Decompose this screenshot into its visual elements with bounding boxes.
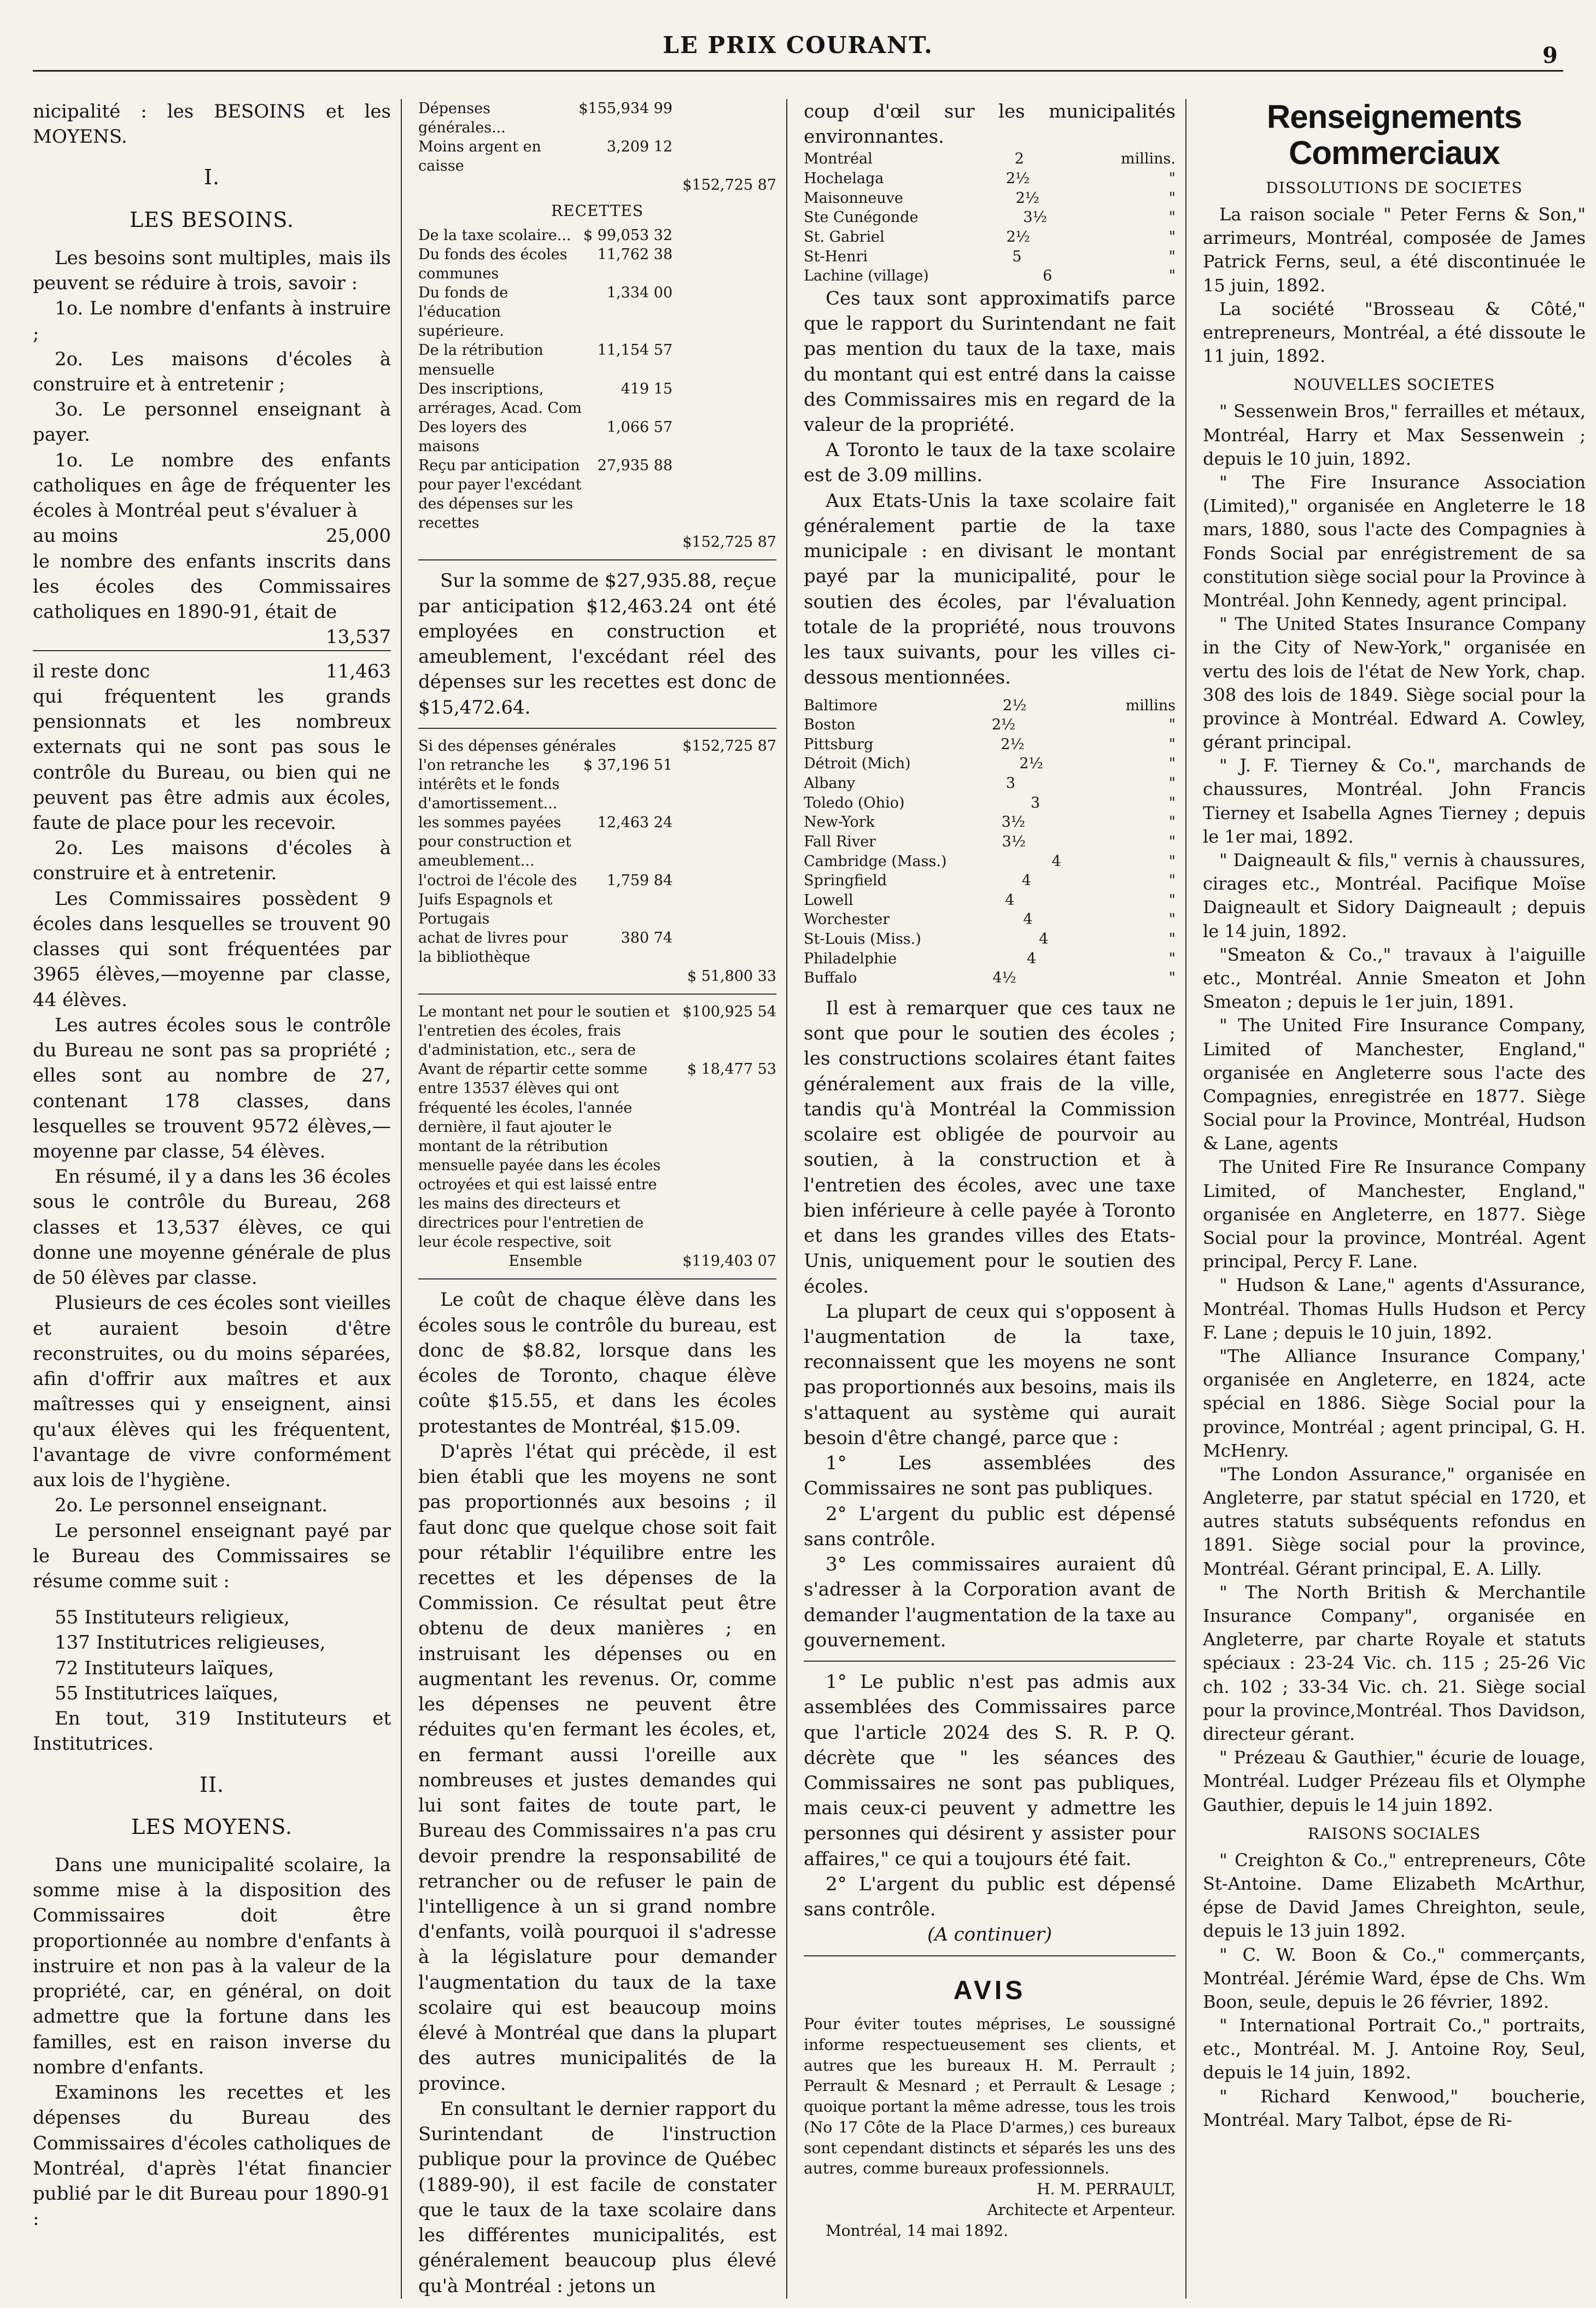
rate-unit: ": [1168, 228, 1176, 246]
recettes-heading: RECETTES: [551, 202, 644, 220]
city-name: Lachine (village): [804, 267, 929, 285]
rate-unit: ": [1168, 911, 1176, 928]
paragraph: Examinons les recettes et les dépenses du Bureau des Commissaires d'écoles catholiques de Montréal, d'après l'état financier publié par le dit Bureau pour 1890-91 :: [33, 2082, 391, 2230]
notice-entry: " The Fire Insurance Association (Limited)," organisée en Angleterre le 18 mars, 1880, sous l'acte des Compagnies à Fonds Social par enrégistrement de sa constitution siège social pour la Province à Montréal. John Kennedy, agent principal.: [1203, 472, 1586, 611]
rate-value: 2½: [1001, 735, 1025, 753]
rates-table-us: [804, 696, 1176, 988]
city-name: Ste Cunégonde: [804, 209, 919, 226]
deduction-label: l'on retranche les intérêts et le fonds d'amortissement...: [418, 756, 560, 813]
inscrits-text: le nombre des enfants inscrits dans les écoles des Commissaires catholiques en 1890-91, était de: [33, 550, 391, 623]
rate-unit: ": [1168, 950, 1176, 967]
recette-amount: 11,762 38: [597, 246, 673, 263]
rate-unit: millins: [1125, 697, 1176, 714]
city-name: Fall River: [804, 833, 876, 850]
fin-total: $152,725 87: [682, 177, 776, 194]
spacer: [678, 226, 776, 245]
notice-entry: " Sessenwein Bros," ferrailles et métaux, Montréal, Harry et Max Sessenwein ; depuis le 10 juin, 1892.: [1203, 401, 1586, 469]
recette-label: Des inscriptions, arrérages, Acad. Com: [418, 380, 582, 417]
fin-row: [418, 737, 776, 756]
deductions-total: $ 51,800 33: [687, 967, 776, 985]
paragraph: qui fréquentent les grands pensionnats et les nombreux externats qui ne sont pas sous le contrôle du Bureau, ou bien qui ne peuvent pas être admis aux écoles, faute de place pour les recevoir.: [33, 685, 391, 834]
city-name: Baltimore: [804, 697, 878, 714]
notice-entry: The United Fire Re Insurance Company Limited, of Manchester, England," organisée en Angleterre, en 1877. Siège Social pour la province, Montréal. Agent principal, Percy F. Lane.: [1203, 1156, 1586, 1272]
recette-row: [418, 245, 776, 283]
rate-unit: ": [1168, 716, 1176, 734]
rate-row: [804, 910, 1176, 930]
notice-entry: " C. W. Boon & Co.," commerçants, Montréal. Jérémie Ward, épse de Chs. Wm Boon, seule, depuis le 26 février, 1892.: [1203, 1944, 1586, 2012]
rate-value: 3½: [1023, 209, 1047, 226]
fin-row: [418, 1252, 776, 1271]
staff-line: 55 Institutrices laïques,: [55, 1682, 279, 1704]
recette-amount: 11,154 57: [597, 342, 673, 359]
deduction-label: achat de livres pour la bibliothèque: [418, 929, 568, 966]
rate-value: 5: [1012, 248, 1022, 265]
list-item: 2o. Les maisons d'écoles à construire et à entretenir ;: [33, 348, 391, 395]
au-moins-row: [33, 523, 391, 548]
paragraph: Le coût de chaque élève dans les écoles sous le contrôle du bureau, est donc de $8.82, lorsque dans les écoles de Toronto, chaque élève coûte $15.55, et dans les écoles protestantes de Montréal, $15.09.: [418, 1289, 776, 1438]
spacer: [678, 756, 776, 813]
deduction-row: [418, 813, 776, 870]
avis-signature-name: H. M. PERRAULT,: [1037, 2180, 1176, 2199]
deduction-amount: 1,759 84: [606, 872, 673, 889]
au-moins-label: au moins: [33, 525, 118, 547]
rate-unit: ": [1168, 170, 1176, 188]
rate-unit: ": [1168, 775, 1176, 792]
city-name: New-York: [804, 814, 875, 831]
reste-value: 11,463: [326, 660, 391, 682]
paragraph: 2o. Le personnel enseignant.: [55, 1494, 328, 1517]
paragraph: coup d'œil sur les municipalités environnantes.: [804, 101, 1176, 148]
rate-unit: ": [1168, 755, 1176, 773]
fin-total: $119,403 07: [682, 1253, 776, 1270]
raisons-heading: RAISONS SOCIALES: [1307, 1824, 1481, 1843]
paragraph: D'après l'état qui précède, il est bien établi que les moyens ne sont pas proportionnés aux besoins ; il faut donc que quelque chose soit fait pour rétablir l'équilibre entre les recettes et les dépenses de la Commission. Ce résultat peut être obtenu de deux manières ; en instruisant les dépenses ou en augmentant les revenus. Or, comme les dépenses ne peuvent être réduites qu'en fermant les écoles, et, en fermant aussi l'oreille aux nombreuses et justes demandes qui lui sont faites de toute part, le Bureau des Commissaires n'a pas cru devoir prendre la responsabilité de retrancher ou de refuser le pain de l'intelligence à un si grand nombre d'enfants, voilà pourquoi il s'adresse à la législature pour demander l'augmentation du taux de la taxe scolaire qui est beaucoup moins élevé à Montréal que dans la plupart des autres municipalités de la province.: [418, 1440, 776, 2095]
staff-line: 137 Institutrices religieuses,: [55, 1632, 326, 1654]
column-4: [1203, 99, 1586, 2299]
recette-row: [418, 341, 776, 379]
recette-label: De la taxe scolaire...: [418, 226, 571, 244]
fin-label: Avant de répartir cette somme entre 13537 élèves qui ont fréquenté les écoles, l'année dernière, il faut ajouter le montant de la rétribution mensuelle payée dans les écoles octroyées et qui est laissé entre les mains des directeurs et directrices pour l'entretien de leur école respective, soit: [418, 1061, 661, 1251]
recette-amount: 419 15: [621, 380, 673, 398]
notice-entry: " The North British & Merchantile Insurance Company", organisée en Angleterre, par charte Royale et statuts spéciaux : 23-24 Vic. ch. 115 ; 25-26 Vic ch. 102 ; 33-34 Vic. ch. 21. Siège social pour la province,Montréal. Thos Davidson, directeur gérant.: [1203, 1581, 1586, 1744]
rate-value: 4: [1021, 872, 1031, 890]
rate-value: 4½: [992, 969, 1016, 987]
paragraph: Le personnel enseignant payé par le Bureau des Commissaires se résume comme suit :: [33, 1520, 391, 1592]
au-moins-value: 25,000: [326, 525, 391, 547]
city-name: Pittsburg: [804, 735, 874, 753]
masthead: [33, 32, 1563, 72]
list-item: 3o. Le personnel enseignant à payer.: [33, 399, 391, 446]
paragraph: Les Commissaires possèdent 9 écoles dans lesquelles se trouvent 90 classes qui sont fréquentées par 3965 élèves,—moyenne par classe, 44 élèves.: [33, 887, 391, 1011]
article-columns: [33, 99, 1586, 2299]
rate-unit: ": [1168, 814, 1176, 831]
recette-amount: $ 99,053 32: [583, 226, 673, 244]
paragraph: Les besoins sont multiples, mais ils peuvent se réduire à trois, savoir :: [33, 247, 391, 295]
notice-entry: " Creighton & Co.," entrepreneurs, Côte St-Antoine. Dame Elizabeth McArthur, épse de David James Chreighton, seule, depuis le 13 juin 1892.: [1203, 1849, 1586, 1942]
city-name: Springfield: [804, 872, 887, 890]
rate-row: [804, 871, 1176, 891]
dissolutions-heading: DISSOLUTIONS DE SOCIETES: [1266, 179, 1523, 197]
rate-unit: millins.: [1121, 150, 1176, 168]
fin-row: [418, 99, 776, 137]
rate-value: 4: [1023, 911, 1033, 928]
city-name: Albany: [804, 775, 856, 792]
notice-entry: " Daigneault & fils," vernis à chaussures, cirages etc., Montréal. Pacifique Moïse Daigneault et Sidory Daigneault ; depuis le 14 juin, 1892.: [1203, 850, 1586, 942]
notice-entry: " The United States Insurance Company in the City of New-York," organisée en vertu des lois de l'état de New York, chap. 308 des lois de 1849. Siège social pour la province à Montréal. Edward A. Cowley, gérant principal.: [1203, 613, 1586, 753]
recette-label: Du fonds de l'éducation supérieure.: [418, 284, 508, 340]
deduction-amount: 380 74: [621, 929, 673, 946]
fin-row: [418, 967, 776, 986]
notice-entry: " Hudson & Lane," agents d'Assurance, Montréal. Thomas Hulls Hudson et Percy F. Lane ; depuis le 10 juin, 1892.: [1203, 1275, 1586, 1343]
fin-label: Dépenses générales...: [418, 100, 506, 137]
city-name: Toledo (Ohio): [804, 794, 905, 811]
rate-value: 2½: [1015, 189, 1039, 207]
paragraph: La plupart de ceux qui s'opposent à l'augmentation de la taxe, reconnaissent que les moyens ne sont pas proportionnés aux besoins, mais ils s'attaquent au système qui aurait besoin d'être changé, parce que :: [804, 1300, 1176, 1449]
notice-entry: "The Alliance Insurance Company,' organisée en Angleterre, en 1824, acte spécial en 1886. Siège Social pour la province, Montréal ; agent principal, G. H. McHenry.: [1203, 1345, 1586, 1461]
recettes-list: [418, 226, 776, 533]
fin-row: [418, 1002, 776, 1060]
notice-entry: " The United Fire Insurance Company, Limited of Manchester, England," organisée en Angleterre sous l'acte des Compagnies, enregistrée en 1877. Siège Social pour la Province, Montréal, Hudson & Lane, agents: [1203, 1015, 1586, 1154]
paragraph: 1° Le public n'est pas admis aux assemblées des Commissaires parce que l'article 2024 des S. R. P. Q. décrète que " les séances des Commissaires ne sont pas publiques, mais ceux-ci peuvent y admettre les personnes qui désirent y assister pour affaires," ce qui a toujours été fait.: [804, 1671, 1176, 1870]
notice-entry: " J. F. Tierney & Co.", marchands de chaussures, Montréal. John Francis Tierney et Isabella Agnes Tierney ; depuis le 1er mai, 1892.: [1203, 755, 1586, 847]
recette-label: Du fonds des écoles communes: [418, 246, 568, 283]
recette-amount: 27,935 88: [597, 457, 673, 474]
rate-value: 3: [1005, 775, 1016, 792]
city-name: Worchester: [804, 911, 890, 928]
spacer: [678, 813, 776, 870]
rate-row: [804, 813, 1176, 832]
city-name: St-Henri: [804, 248, 868, 265]
rate-unit: ": [1168, 209, 1176, 226]
deduction-amount: $ 37,196 51: [583, 756, 673, 774]
continued-note: (A continuer): [927, 1924, 1052, 1946]
dissolutions-list: [1203, 203, 1586, 368]
recettes-total: $152,725 87: [682, 534, 776, 551]
paragraph: 2o. Les maisons d'écoles à construire et à entretenir.: [33, 837, 391, 885]
recette-label: De la rétribution mensuelle: [418, 342, 543, 378]
spacer: [678, 871, 776, 928]
heading-moyens: LES MOYENS.: [131, 1815, 293, 1839]
fin-amount: $155,934 99: [578, 100, 673, 117]
paragraph: Dans une municipalité scolaire, la somme mise à la disposition des Commissaires doit être proportionnée au nombre d'enfants à instruire et non pas à la valeur de la propriété, car, en général, on doit admettre que la fortune dans les familles, est en raison inverse du nombre d'enfants.: [33, 1854, 391, 2078]
staff-total: En tout, 319 Instituteurs et Institutrices.: [33, 1708, 391, 1755]
divider: [418, 994, 776, 995]
divider: [418, 728, 776, 729]
fin-amount: 3,209 12: [606, 138, 673, 156]
paragraph: 2° L'argent du public est dépensé sans contrôle.: [804, 1873, 1176, 1921]
paragraph: En résumé, il y a dans les 36 écoles sous le contrôle du Bureau, 268 classes et 13,537 élèves, ce qui donne une moyenne générale de plus de 50 élèves par classe.: [33, 1166, 391, 1289]
section-ii: II.: [199, 1772, 225, 1797]
rate-unit: ": [1168, 833, 1176, 850]
city-name: Montréal: [804, 150, 873, 168]
deduction-row: [418, 871, 776, 928]
rate-row: [804, 832, 1176, 852]
recette-row: [418, 456, 776, 533]
rate-value: 2: [1014, 150, 1024, 168]
spacer: [678, 379, 776, 418]
paragraph: 1o. Le nombre des enfants catholiques en âge de fréquenter les écoles à Montréal peut s'évaluer à: [33, 449, 391, 522]
paragraph: Plusieurs de ces écoles sont vieilles et auraient besoin d'être reconstruites, ou du moins séparées, afin d'offrir aux maîtres et aux maîtresses qui y enseignent, ainsi qu'aux élèves qui les fréquentent, l'avantage de vivre conformément aux lois de l'hygiène.: [33, 1292, 391, 1492]
avis-place-date: Montréal, 14 mai 1892.: [826, 2222, 1009, 2240]
avis-signature-title: Architecte et Arpenteur.: [987, 2201, 1176, 2219]
divider: [804, 1955, 1176, 1956]
rate-value: 2½: [1003, 697, 1027, 714]
recette-row: [418, 418, 776, 456]
rate-row: [804, 208, 1176, 227]
paragraph: 2° L'argent du public est dépensé sans contrôle.: [804, 1503, 1176, 1550]
rate-value: 4: [1051, 852, 1061, 870]
notice-entry: La société "Brosseau & Côté," entrepreneurs, Montréal, a été dissoute le 11 juin, 1892.: [1203, 298, 1586, 367]
notice-entry: " International Portrait Co.," portraits, etc., Montréal. M. J. Antoine Roy, Seul, depuis le 14 juin, 1892.: [1203, 2015, 1586, 2083]
paragraph: Aux Etats-Unis la taxe scolaire fait généralement partie de la taxe municipale : en divisant le montant payé par la municipalité, pour le soutien des écoles, par l'évaluation totale de la propriété, nous trouvons les taux suivants, pour les villes ci-dessous mentionnées.: [804, 489, 1176, 689]
divider: [804, 1661, 1176, 1662]
rate-row: [804, 715, 1176, 735]
rate-row: [804, 169, 1176, 189]
deductions-statement: [418, 737, 776, 1271]
fin-label: Le montant net pour le soutien et l'entretien des écoles, frais d'administation, etc., sera de: [418, 1003, 670, 1059]
nouvelles-list: [1203, 400, 1586, 1816]
fin-total: $152,725 87: [682, 737, 776, 755]
rate-unit: ": [1168, 735, 1176, 753]
paragraph: Il est à remarquer que ces taux ne sont que pour le soutien des écoles ; les constructions scolaires étant faites généralement aux frais de la ville, tandis qu'à Montréal la Commission scolaire est obligée de pourvoir au soutien, à la construction et à l'entretien des écoles, avec une taxe bien inférieure à celle payée à Toronto et dans les grandes villes des Etats-Unis, uniquement pour le soutien des écoles.: [804, 997, 1176, 1298]
city-name: Boston: [804, 716, 856, 734]
rate-unit: ": [1168, 931, 1176, 948]
column-2: [418, 99, 787, 2299]
paragraph: En consultant le dernier rapport du Surintendant de l'instruction publique pour la province de Québec (1889-90), il est facile de constater que le taux de la taxe scolaire dans les différentes municipalités, est généralement beaucoup plus élevé qu'à Montréal : jetons un: [418, 2097, 776, 2297]
raisons-list: [1203, 1849, 1586, 2132]
spacer: [678, 928, 776, 967]
city-name: Cambridge (Mass.): [804, 852, 947, 870]
inscrits-value: 13,537: [33, 624, 391, 651]
section-i: I.: [203, 165, 220, 190]
paragraph: 1° Les assemblées des Commissaires ne sont pas publiques.: [804, 1452, 1176, 1500]
notice-entry: "Smeaton & Co.," travaux à l'aiguille etc., Montréal. Annie Smeaton et John Smeaton ; depuis le 1er juin, 1891.: [1203, 944, 1586, 1013]
rate-value: 2½: [1005, 170, 1030, 188]
city-name: Maisonneuve: [804, 189, 903, 207]
recette-row: [418, 226, 776, 245]
rate-unit: ": [1168, 189, 1176, 207]
city-name: St. Gabriel: [804, 228, 885, 246]
rate-unit: ": [1168, 872, 1176, 890]
avis-body: Pour éviter toutes méprises, Le soussigné informe respectueusement ses clients, et autres que les bureaux H. M. Perrault ; Perrault & Mesnard ; et Perrault & Lesage ; quoique portant la même adresse, tous les trois (No 17 Côte de la Place D'armes,) ces bureaux sont cependant distincts et séparés les uns des autres, comme bureaux professionnels.: [804, 2014, 1176, 2178]
rate-row: [804, 774, 1176, 793]
deduction-label: les sommes payées pour construction et ameublement...: [418, 814, 571, 870]
deduction-row: [418, 756, 776, 813]
fin-row: [418, 137, 776, 176]
staff-line: 72 Instituteurs laïques,: [55, 1657, 274, 1679]
reste-label: il reste donc: [33, 660, 150, 682]
rate-row: [804, 949, 1176, 969]
rate-value: 2½: [1019, 755, 1043, 773]
rate-unit: ": [1168, 267, 1176, 285]
fin-label: Si des dépenses générales: [418, 737, 616, 755]
spacer: [678, 245, 776, 283]
fin-label: Ensemble: [508, 1253, 582, 1270]
page-number: 9: [1542, 43, 1558, 68]
deductions-list: [418, 756, 776, 967]
rate-unit: ": [1168, 852, 1176, 870]
fin-label: Moins argent en caisse: [418, 138, 541, 175]
rate-value: 4: [1005, 891, 1015, 909]
city-name: Hochelaga: [804, 170, 884, 188]
financial-statement: [418, 99, 776, 552]
deduction-label: l'octroi de l'école des Juifs Espagnols et Portugais: [418, 872, 577, 927]
reste-row: [33, 659, 391, 684]
paragraph: Les autres écoles sous le contrôle du Bureau ne sont pas sa propriété ; elles sont au nombre de 27, contenant 178 classes, dans lesquelles se trouvent 9572 élèves,—moyenne par classe, 54 élèves.: [33, 1014, 391, 1163]
fin-row: [418, 176, 776, 195]
recette-label: Reçu par anticipation pour payer l'excédant des dépenses sur les recettes: [418, 457, 582, 532]
notice-entry: "The London Assurance," organisée en Angleterre, par statut spécial en 1720, et autres statuts subséquents refondus en 1891. Siège social pour la province, Montréal. Gérant principal, E. A. Lilly.: [1203, 1463, 1586, 1579]
rate-value: 3½: [1002, 833, 1026, 850]
fin-total: $100,925 54: [682, 1003, 776, 1021]
rate-unit: ": [1168, 794, 1176, 811]
column-3: [804, 99, 1186, 2299]
list-item: 1o. Le nombre d'enfants à instruire ;: [33, 297, 391, 345]
rate-value: 3½: [1001, 814, 1025, 831]
city-name: Lowell: [804, 891, 853, 909]
rate-row: [804, 149, 1176, 169]
spacer: [678, 418, 776, 456]
paragraph: Sur la somme de $27,935.88, reçue par anticipation $12,463.24 ont été employées en construction et ameublement, l'excédant réel des dépenses sur les recettes est donc de $15,472.64.: [418, 570, 776, 718]
rate-row: [804, 735, 1176, 755]
city-name: Philadelphie: [804, 950, 897, 967]
rate-unit: ": [1168, 891, 1176, 909]
rate-value: 4: [1039, 931, 1049, 948]
rate-row: [804, 930, 1176, 949]
spacer: [678, 456, 776, 533]
publication-title: LE PRIX COURANT.: [663, 32, 933, 59]
divider: [418, 559, 776, 560]
spacer: [678, 283, 776, 341]
recette-label: Des loyers des maisons: [418, 418, 527, 455]
rate-row: [804, 696, 1176, 716]
rate-row: [804, 754, 1176, 774]
rate-value: 2½: [991, 716, 1016, 734]
paragraph: Ces taux sont approximatifs parce que le rapport du Surintendant ne fait pas mention du taux de la taxe, mais du montant qui est entré dans la caisse des Commissaires mis en regard de la valeur de la propriété.: [804, 287, 1176, 436]
nouvelles-heading: NOUVELLES SOCIETES: [1293, 376, 1495, 394]
rate-row: [804, 852, 1176, 872]
deduction-row: [418, 928, 776, 967]
section-heading: Renseignements Commerciaux: [1266, 99, 1522, 171]
deduction-amount: 12,463 24: [597, 814, 673, 832]
recette-amount: 1,066 57: [606, 418, 673, 436]
notice-entry: " Richard Kenwood," boucherie, Montréal. Mary Talbot, épse de Ri-: [1203, 2085, 1586, 2130]
spacer: [678, 341, 776, 379]
recette-amount: 1,334 00: [606, 284, 673, 302]
rate-row: [804, 189, 1176, 208]
recette-row: [418, 283, 776, 341]
paragraph: A Toronto le taux de la taxe scolaire est de 3.09 millins.: [804, 439, 1176, 487]
divider: [418, 1278, 776, 1279]
rate-row: [804, 227, 1176, 247]
intro-line: nicipalité : les BESOINS et les MOYENS.: [33, 101, 391, 148]
rate-unit: ": [1168, 248, 1176, 265]
notice-entry: La raison sociale " Peter Ferns & Son," arrimeurs, Montréal, composée de James Patrick Ferns, seul, a été discontinuée le 15 juin, 1892.: [1203, 204, 1586, 296]
fin-row: [418, 1060, 776, 1252]
avis-title: AVIS: [953, 1976, 1026, 2005]
rates-table-local: [804, 149, 1176, 285]
city-name: St-Louis (Miss.): [804, 931, 921, 948]
paragraph: 3° Les commissaires auraient dû s'adresser à la Corporation avant de demander l'augmentation de la taxe au gouvernement.: [804, 1553, 1176, 1651]
staff-line: 55 Instituteurs religieux,: [55, 1606, 290, 1629]
rate-row: [804, 793, 1176, 813]
rate-row: [804, 968, 1176, 988]
city-name: Buffalo: [804, 969, 857, 987]
rate-row: [804, 891, 1176, 910]
rate-row: [804, 266, 1176, 286]
heading-besoins: LES BESOINS.: [130, 208, 294, 232]
recette-row: [418, 379, 776, 418]
staff-list: [33, 1605, 391, 1706]
city-name: Détroit (Mich): [804, 755, 911, 773]
fin-row: [418, 533, 776, 552]
column-1: [33, 99, 402, 2299]
notice-entry: " Prézeau & Gauthier," écurie de louage, Montréal. Ludger Prézeau fils et Olymphe Gauthier, depuis le 14 juin 1892.: [1203, 1747, 1586, 1815]
rate-value: 3: [1031, 794, 1040, 811]
fin-total: $ 18,477 53: [687, 1061, 776, 1078]
rate-value: 2½: [1006, 228, 1030, 246]
rate-row: [804, 247, 1176, 267]
rate-value: 6: [1043, 267, 1053, 285]
rate-value: 4: [1026, 950, 1037, 967]
rate-unit: ": [1168, 969, 1176, 987]
